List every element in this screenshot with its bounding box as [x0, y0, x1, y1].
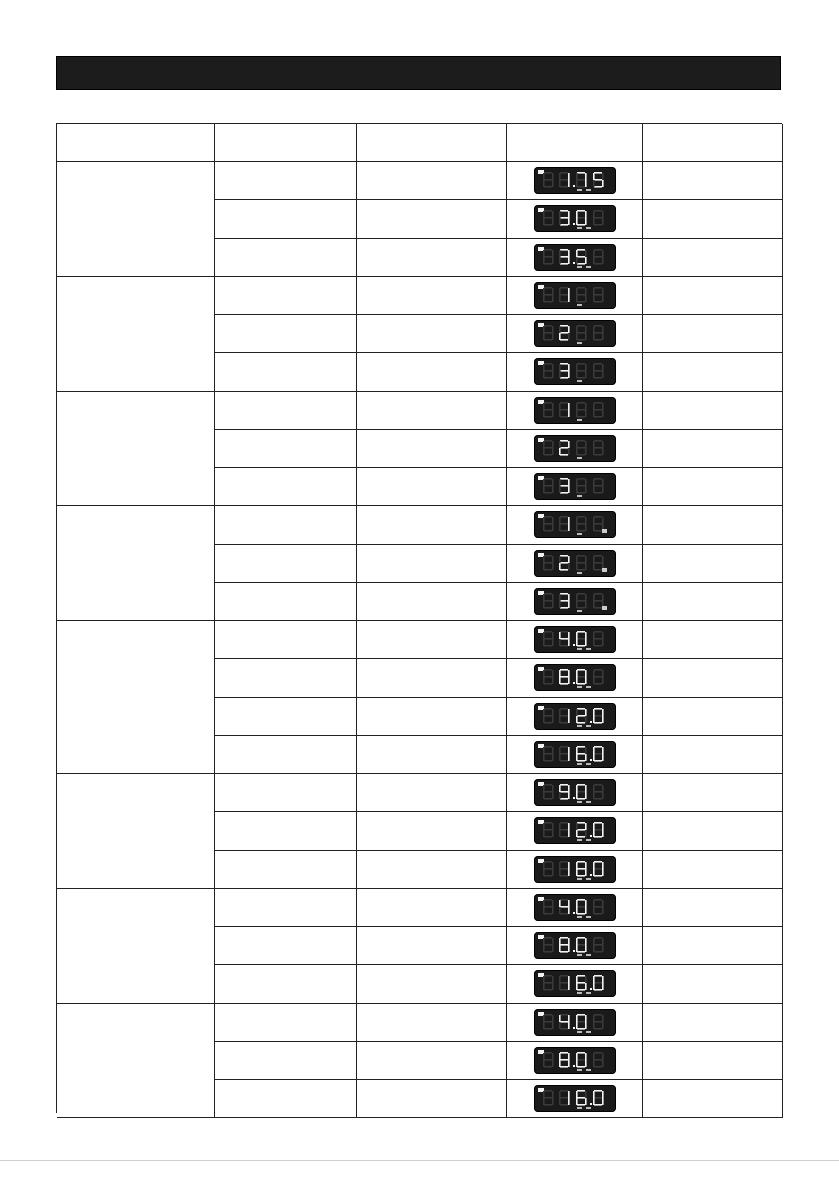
unit-marker-icon [586, 725, 591, 727]
unit-marker-icon [586, 839, 591, 841]
decimal-dot [573, 912, 575, 914]
decimal-dot [573, 1027, 575, 1029]
unit-marker-icon [577, 189, 582, 191]
group-name-cell [57, 277, 215, 392]
display-cell [507, 965, 643, 1003]
unit-marker-icon [577, 725, 582, 727]
decimal-dot [573, 262, 575, 264]
group-name-cell [57, 392, 215, 507]
display-cell [507, 200, 643, 238]
table-cell [357, 315, 507, 353]
unit-marker-icon [577, 801, 582, 803]
unit-marker-icon [577, 342, 582, 344]
table-cell [215, 889, 357, 927]
decimal-dot [590, 721, 592, 723]
lcd-display [534, 358, 616, 385]
display-cell [507, 1004, 643, 1042]
display-cell [507, 851, 643, 889]
lcd-display [534, 1047, 616, 1074]
unit-marker-icon [577, 763, 582, 765]
table-cell [643, 812, 783, 850]
lcd-digits [534, 167, 616, 194]
unit-marker-icon [586, 1069, 591, 1071]
unit-marker-icon [586, 227, 591, 229]
lcd-display [534, 511, 616, 538]
table-cell [357, 239, 507, 277]
table-cell [215, 468, 357, 506]
table-cell [357, 392, 507, 430]
display-cell [507, 812, 643, 850]
table-cell [357, 162, 507, 200]
lcd-digits [534, 626, 616, 653]
unit-marker-icon [577, 878, 582, 880]
table-cell [215, 583, 357, 621]
table-cell [643, 583, 783, 621]
display-cell [507, 506, 643, 544]
group-name-cell [57, 774, 215, 889]
column-header [643, 124, 783, 162]
table-cell [643, 965, 783, 1003]
table-cell [643, 1004, 783, 1042]
table-cell [357, 851, 507, 889]
display-cell [507, 315, 643, 353]
table-cell [215, 315, 357, 353]
unit-marker-icon [586, 878, 591, 880]
unit-marker-icon [577, 266, 582, 268]
table-cell [357, 927, 507, 965]
lcd-digits [534, 244, 616, 271]
table-cell [357, 583, 507, 621]
lcd-digits [534, 703, 616, 730]
column-header [507, 124, 643, 162]
unit-marker-icon [577, 916, 582, 918]
table-cell [643, 545, 783, 583]
table-cell [215, 277, 357, 315]
table-cell [357, 889, 507, 927]
table-cell [215, 965, 357, 1003]
decimal-dot [590, 759, 592, 761]
table-cell [643, 353, 783, 391]
lcd-digits [534, 894, 616, 921]
lcd-digits [534, 358, 616, 385]
decimal-dot [573, 185, 575, 187]
display-cell [507, 927, 643, 965]
lcd-digits [534, 397, 616, 424]
lcd-display [534, 703, 616, 730]
unit-marker-icon [577, 648, 582, 650]
table-cell [357, 659, 507, 697]
table-cell [357, 200, 507, 238]
lcd-digits [534, 1047, 616, 1074]
unit-marker-icon [577, 686, 582, 688]
table-cell [357, 353, 507, 391]
table-cell [643, 506, 783, 544]
display-cell [507, 774, 643, 812]
decimal-dot [590, 1103, 592, 1105]
unit-marker-icon [586, 1031, 591, 1033]
unit-marker-icon [577, 533, 582, 535]
decimal-dot [573, 682, 575, 684]
section-title-bar [56, 56, 781, 90]
unit-marker-icon [577, 227, 582, 229]
lcd-display [534, 550, 616, 577]
table-cell [357, 1080, 507, 1118]
lcd-display [534, 741, 616, 768]
table-cell [215, 506, 357, 544]
table-cell [215, 621, 357, 659]
lcd-digits [534, 664, 616, 691]
table-cell [643, 698, 783, 736]
table-cell [643, 1080, 783, 1118]
table-cell [357, 698, 507, 736]
table-cell [215, 545, 357, 583]
lcd-digits [534, 932, 616, 959]
display-cell [507, 545, 643, 583]
decimal-dot [590, 988, 592, 990]
display-cell [507, 392, 643, 430]
unit-marker-icon [577, 954, 582, 956]
table-cell [643, 621, 783, 659]
table-cell [357, 1042, 507, 1080]
mode-marker-icon [602, 529, 607, 533]
display-cell [507, 698, 643, 736]
group-name-cell [57, 889, 215, 1004]
group-name-cell [57, 506, 215, 621]
lcd-digits [534, 473, 616, 500]
unit-marker-icon [577, 1107, 582, 1109]
table-cell [215, 392, 357, 430]
settings-table [56, 123, 782, 1113]
lcd-digits [534, 817, 616, 844]
table-cell [643, 468, 783, 506]
display-cell [507, 239, 643, 277]
unit-marker-icon [577, 610, 582, 612]
table-cell [357, 506, 507, 544]
unit-marker-icon [577, 419, 582, 421]
lcd-display [534, 1009, 616, 1036]
table-cell [357, 430, 507, 468]
table-cell [643, 1042, 783, 1080]
lcd-display [534, 970, 616, 997]
unit-marker-icon [577, 457, 582, 459]
unit-marker-icon [586, 916, 591, 918]
table-cell [215, 659, 357, 697]
table-cell [215, 1042, 357, 1080]
lcd-digits [534, 511, 616, 538]
unit-marker-icon [586, 801, 591, 803]
lcd-display [534, 244, 616, 271]
decimal-dot [573, 797, 575, 799]
lcd-digits [534, 205, 616, 232]
display-cell [507, 736, 643, 774]
table-cell [643, 315, 783, 353]
lcd-display [534, 779, 616, 806]
unit-marker-icon [577, 380, 582, 382]
lcd-digits [534, 1009, 616, 1036]
table-cell [357, 1004, 507, 1042]
column-header [215, 124, 357, 162]
page-footer-rule [0, 1160, 839, 1161]
unit-marker-icon [586, 266, 591, 268]
lcd-digits [534, 779, 616, 806]
unit-marker-icon [586, 1107, 591, 1109]
table-cell [215, 927, 357, 965]
unit-marker-icon [586, 189, 591, 191]
unit-marker-icon [586, 648, 591, 650]
decimal-dot [590, 835, 592, 837]
table-cell [643, 392, 783, 430]
display-cell [507, 889, 643, 927]
lcd-digits [534, 320, 616, 347]
lcd-digits [534, 741, 616, 768]
lcd-display [534, 435, 616, 462]
display-cell [507, 583, 643, 621]
unit-marker-icon [577, 495, 582, 497]
table-cell [215, 353, 357, 391]
unit-marker-icon [577, 304, 582, 306]
column-header [357, 124, 507, 162]
unit-marker-icon [586, 686, 591, 688]
lcd-display [534, 664, 616, 691]
table-cell [357, 621, 507, 659]
table-cell [215, 736, 357, 774]
display-cell [507, 659, 643, 697]
table-cell [215, 774, 357, 812]
table-cell [643, 851, 783, 889]
lcd-display [534, 626, 616, 653]
table-cell [643, 927, 783, 965]
lcd-digits [534, 1085, 616, 1112]
unit-marker-icon [586, 763, 591, 765]
decimal-dot [590, 874, 592, 876]
group-name-cell [57, 162, 215, 277]
table-cell [215, 430, 357, 468]
display-cell [507, 468, 643, 506]
lcd-digits [534, 435, 616, 462]
table-cell [643, 774, 783, 812]
lcd-display [534, 932, 616, 959]
lcd-display [534, 473, 616, 500]
lcd-display [534, 167, 616, 194]
decimal-dot [573, 644, 575, 646]
decimal-dot [573, 950, 575, 952]
display-cell [507, 621, 643, 659]
group-name-cell [57, 621, 215, 774]
table-cell [215, 698, 357, 736]
table-cell [643, 162, 783, 200]
lcd-digits [534, 970, 616, 997]
table-cell [215, 162, 357, 200]
unit-marker-icon [577, 572, 582, 574]
unit-marker-icon [586, 954, 591, 956]
table-cell [643, 736, 783, 774]
table-cell [643, 659, 783, 697]
table-cell [643, 239, 783, 277]
unit-marker-icon [586, 992, 591, 994]
display-cell [507, 162, 643, 200]
lcd-display [534, 397, 616, 424]
unit-marker-icon [577, 1069, 582, 1071]
lcd-digits [534, 588, 616, 615]
unit-marker-icon [577, 1031, 582, 1033]
unit-marker-icon [577, 839, 582, 841]
table-cell [643, 200, 783, 238]
lcd-display [534, 205, 616, 232]
lcd-digits [534, 550, 616, 577]
table-cell [357, 545, 507, 583]
display-cell [507, 1042, 643, 1080]
unit-marker-icon [577, 992, 582, 994]
table-cell [357, 468, 507, 506]
table-cell [215, 239, 357, 277]
table-cell [215, 200, 357, 238]
display-cell [507, 1080, 643, 1118]
table-cell [357, 736, 507, 774]
table-cell [643, 277, 783, 315]
mode-marker-icon [602, 606, 607, 610]
table-cell [215, 1080, 357, 1118]
table-cell [357, 965, 507, 1003]
display-cell [507, 353, 643, 391]
table-cell [357, 812, 507, 850]
decimal-dot [573, 223, 575, 225]
table-cell [643, 430, 783, 468]
table-cell [357, 277, 507, 315]
display-cell [507, 430, 643, 468]
lcd-display [534, 817, 616, 844]
group-name-cell [57, 1004, 215, 1119]
lcd-digits [534, 856, 616, 883]
lcd-display [534, 856, 616, 883]
lcd-display [534, 1085, 616, 1112]
lcd-display [534, 282, 616, 309]
lcd-display [534, 588, 616, 615]
table-cell [215, 1004, 357, 1042]
table-cell [357, 774, 507, 812]
lcd-display [534, 894, 616, 921]
display-cell [507, 277, 643, 315]
mode-marker-icon [602, 568, 607, 572]
column-header [57, 124, 215, 162]
lcd-display [534, 320, 616, 347]
decimal-dot [573, 1065, 575, 1067]
table-cell [215, 851, 357, 889]
lcd-digits [534, 282, 616, 309]
table-cell [643, 889, 783, 927]
table-cell [215, 812, 357, 850]
